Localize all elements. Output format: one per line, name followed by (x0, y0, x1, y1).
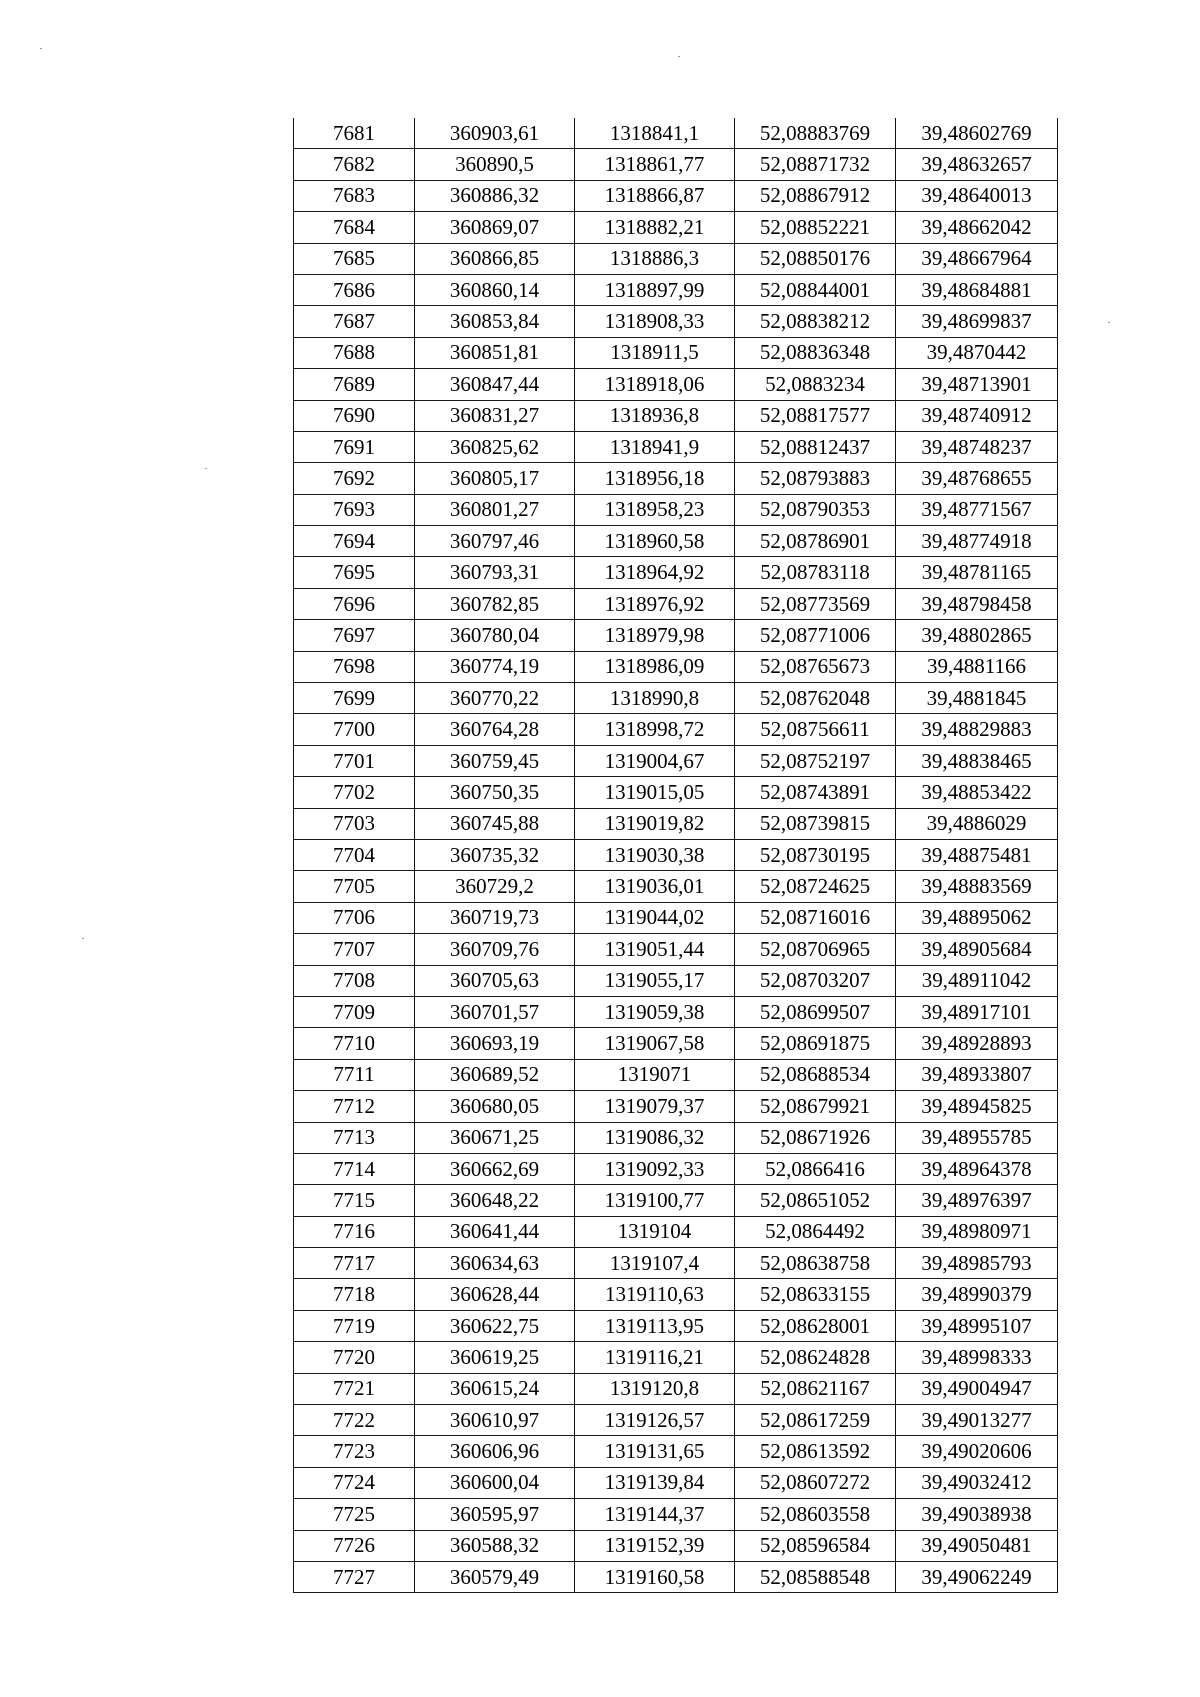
point-number-cell: 7705 (294, 871, 415, 902)
table-row (294, 620, 1058, 651)
table-row (294, 1185, 1058, 1216)
x-coordinate-cell: 360628,44 (415, 1279, 575, 1310)
y-coordinate-cell: 1319107,4 (575, 1248, 735, 1279)
x-coordinate-cell: 360869,07 (415, 212, 575, 243)
longitude-cell: 39,48748237 (896, 431, 1058, 462)
table-row (294, 1467, 1058, 1498)
scan-speck (82, 938, 84, 939)
x-coordinate-cell: 360831,27 (415, 400, 575, 431)
longitude-cell: 39,48945825 (896, 1091, 1058, 1122)
table-row (294, 1373, 1058, 1404)
y-coordinate-cell: 1318979,98 (575, 620, 735, 651)
y-coordinate-cell: 1319152,39 (575, 1530, 735, 1561)
latitude-cell: 52,08812437 (735, 431, 896, 462)
latitude-cell: 52,08588548 (735, 1561, 896, 1592)
latitude-cell: 52,08688534 (735, 1059, 896, 1090)
point-number-cell: 7694 (294, 526, 415, 557)
table-row (294, 714, 1058, 745)
y-coordinate-cell: 1319092,33 (575, 1153, 735, 1184)
longitude-cell: 39,48713901 (896, 369, 1058, 400)
point-number-cell: 7700 (294, 714, 415, 745)
x-coordinate-cell: 360886,32 (415, 180, 575, 211)
latitude-cell: 52,08730195 (735, 839, 896, 870)
point-number-cell: 7681 (294, 118, 415, 149)
point-number-cell: 7706 (294, 902, 415, 933)
x-coordinate-cell: 360851,81 (415, 337, 575, 368)
x-coordinate-cell: 360693,19 (415, 1028, 575, 1059)
point-number-cell: 7717 (294, 1248, 415, 1279)
coordinates-table (293, 118, 1058, 1593)
scan-speck (40, 48, 42, 49)
x-coordinate-cell: 360774,19 (415, 651, 575, 682)
table-row (294, 118, 1058, 149)
latitude-cell: 52,08739815 (735, 808, 896, 839)
y-coordinate-cell: 1319051,44 (575, 934, 735, 965)
y-coordinate-cell: 1318986,09 (575, 651, 735, 682)
point-number-cell: 7686 (294, 274, 415, 305)
table-row (294, 306, 1058, 337)
point-number-cell: 7710 (294, 1028, 415, 1059)
x-coordinate-cell: 360890,5 (415, 149, 575, 180)
latitude-cell: 52,08603558 (735, 1499, 896, 1530)
latitude-cell: 52,08679921 (735, 1091, 896, 1122)
point-number-cell: 7702 (294, 777, 415, 808)
point-number-cell: 7697 (294, 620, 415, 651)
longitude-cell: 39,48985793 (896, 1248, 1058, 1279)
table-row (294, 808, 1058, 839)
table-row (294, 683, 1058, 714)
longitude-cell: 39,48838465 (896, 745, 1058, 776)
longitude-cell: 39,48662042 (896, 212, 1058, 243)
y-coordinate-cell: 1319104 (575, 1216, 735, 1247)
latitude-cell: 52,08703207 (735, 965, 896, 996)
y-coordinate-cell: 1318861,77 (575, 149, 735, 180)
x-coordinate-cell: 360648,22 (415, 1185, 575, 1216)
y-coordinate-cell: 1318964,92 (575, 557, 735, 588)
latitude-cell: 52,08790353 (735, 494, 896, 525)
x-coordinate-cell: 360641,44 (415, 1216, 575, 1247)
y-coordinate-cell: 1319110,63 (575, 1279, 735, 1310)
point-number-cell: 7690 (294, 400, 415, 431)
x-coordinate-cell: 360729,2 (415, 871, 575, 902)
scan-speck (205, 468, 207, 469)
y-coordinate-cell: 1318911,5 (575, 337, 735, 368)
latitude-cell: 52,08633155 (735, 1279, 896, 1310)
table-row (294, 1310, 1058, 1341)
point-number-cell: 7687 (294, 306, 415, 337)
longitude-cell: 39,48875481 (896, 839, 1058, 870)
x-coordinate-cell: 360680,05 (415, 1091, 575, 1122)
x-coordinate-cell: 360689,52 (415, 1059, 575, 1090)
x-coordinate-cell: 360634,63 (415, 1248, 575, 1279)
latitude-cell: 52,08817577 (735, 400, 896, 431)
point-number-cell: 7713 (294, 1122, 415, 1153)
latitude-cell: 52,08793883 (735, 463, 896, 494)
latitude-cell: 52,08786901 (735, 526, 896, 557)
x-coordinate-cell: 360705,63 (415, 965, 575, 996)
y-coordinate-cell: 1319067,58 (575, 1028, 735, 1059)
latitude-cell: 52,08756611 (735, 714, 896, 745)
latitude-cell: 52,08624828 (735, 1342, 896, 1373)
latitude-cell: 52,08716016 (735, 902, 896, 933)
latitude-cell: 52,08706965 (735, 934, 896, 965)
x-coordinate-cell: 360701,57 (415, 996, 575, 1027)
table-row (294, 1059, 1058, 1090)
point-number-cell: 7719 (294, 1310, 415, 1341)
table-row (294, 902, 1058, 933)
x-coordinate-cell: 360745,88 (415, 808, 575, 839)
point-number-cell: 7712 (294, 1091, 415, 1122)
x-coordinate-cell: 360847,44 (415, 369, 575, 400)
latitude-cell: 52,08852221 (735, 212, 896, 243)
y-coordinate-cell: 1319055,17 (575, 965, 735, 996)
table-row (294, 871, 1058, 902)
coordinates-table-body (294, 118, 1058, 1593)
longitude-cell: 39,48798458 (896, 588, 1058, 619)
longitude-cell: 39,48829883 (896, 714, 1058, 745)
x-coordinate-cell: 360866,85 (415, 243, 575, 274)
y-coordinate-cell: 1318841,1 (575, 118, 735, 149)
longitude-cell: 39,48990379 (896, 1279, 1058, 1310)
y-coordinate-cell: 1318960,58 (575, 526, 735, 557)
point-number-cell: 7691 (294, 431, 415, 462)
x-coordinate-cell: 360619,25 (415, 1342, 575, 1373)
x-coordinate-cell: 360709,76 (415, 934, 575, 965)
longitude-cell: 39,48602769 (896, 118, 1058, 149)
y-coordinate-cell: 1318936,8 (575, 400, 735, 431)
point-number-cell: 7721 (294, 1373, 415, 1404)
point-number-cell: 7709 (294, 996, 415, 1027)
point-number-cell: 7701 (294, 745, 415, 776)
x-coordinate-cell: 360615,24 (415, 1373, 575, 1404)
latitude-cell: 52,08607272 (735, 1467, 896, 1498)
y-coordinate-cell: 1319079,37 (575, 1091, 735, 1122)
x-coordinate-cell: 360853,84 (415, 306, 575, 337)
table-row (294, 588, 1058, 619)
latitude-cell: 52,08699507 (735, 996, 896, 1027)
latitude-cell: 52,0883234 (735, 369, 896, 400)
point-number-cell: 7682 (294, 149, 415, 180)
point-number-cell: 7714 (294, 1153, 415, 1184)
point-number-cell: 7720 (294, 1342, 415, 1373)
x-coordinate-cell: 360780,04 (415, 620, 575, 651)
latitude-cell: 52,08613592 (735, 1436, 896, 1467)
latitude-cell: 52,08773569 (735, 588, 896, 619)
table-row (294, 1279, 1058, 1310)
latitude-cell: 52,08671926 (735, 1122, 896, 1153)
x-coordinate-cell: 360825,62 (415, 431, 575, 462)
longitude-cell: 39,4870442 (896, 337, 1058, 368)
point-number-cell: 7708 (294, 965, 415, 996)
table-row (294, 1499, 1058, 1530)
x-coordinate-cell: 360759,45 (415, 745, 575, 776)
point-number-cell: 7688 (294, 337, 415, 368)
table-row (294, 777, 1058, 808)
latitude-cell: 52,08783118 (735, 557, 896, 588)
table-row (294, 965, 1058, 996)
latitude-cell: 52,0864492 (735, 1216, 896, 1247)
x-coordinate-cell: 360662,69 (415, 1153, 575, 1184)
point-number-cell: 7698 (294, 651, 415, 682)
table-row (294, 1436, 1058, 1467)
x-coordinate-cell: 360735,32 (415, 839, 575, 870)
y-coordinate-cell: 1318956,18 (575, 463, 735, 494)
longitude-cell: 39,48853422 (896, 777, 1058, 808)
x-coordinate-cell: 360764,28 (415, 714, 575, 745)
point-number-cell: 7707 (294, 934, 415, 965)
x-coordinate-cell: 360782,85 (415, 588, 575, 619)
y-coordinate-cell: 1319015,05 (575, 777, 735, 808)
longitude-cell: 39,48883569 (896, 871, 1058, 902)
x-coordinate-cell: 360797,46 (415, 526, 575, 557)
longitude-cell: 39,48980971 (896, 1216, 1058, 1247)
y-coordinate-cell: 1319044,02 (575, 902, 735, 933)
table-row (294, 1122, 1058, 1153)
longitude-cell: 39,48976397 (896, 1185, 1058, 1216)
longitude-cell: 39,48895062 (896, 902, 1058, 933)
latitude-cell: 52,08638758 (735, 1248, 896, 1279)
table-row (294, 431, 1058, 462)
longitude-cell: 39,48781165 (896, 557, 1058, 588)
longitude-cell: 39,4886029 (896, 808, 1058, 839)
y-coordinate-cell: 1318976,92 (575, 588, 735, 619)
longitude-cell: 39,49004947 (896, 1373, 1058, 1404)
x-coordinate-cell: 360595,97 (415, 1499, 575, 1530)
point-number-cell: 7704 (294, 839, 415, 870)
longitude-cell: 39,49062249 (896, 1561, 1058, 1592)
table-row (294, 243, 1058, 274)
latitude-cell: 52,08621167 (735, 1373, 896, 1404)
latitude-cell: 52,0866416 (735, 1153, 896, 1184)
table-row (294, 1342, 1058, 1373)
y-coordinate-cell: 1319036,01 (575, 871, 735, 902)
table-row (294, 839, 1058, 870)
x-coordinate-cell: 360770,22 (415, 683, 575, 714)
longitude-cell: 39,49038938 (896, 1499, 1058, 1530)
point-number-cell: 7716 (294, 1216, 415, 1247)
x-coordinate-cell: 360719,73 (415, 902, 575, 933)
y-coordinate-cell: 1318918,06 (575, 369, 735, 400)
y-coordinate-cell: 1319100,77 (575, 1185, 735, 1216)
x-coordinate-cell: 360750,35 (415, 777, 575, 808)
table-row (294, 1153, 1058, 1184)
latitude-cell: 52,08765673 (735, 651, 896, 682)
latitude-cell: 52,08691875 (735, 1028, 896, 1059)
y-coordinate-cell: 1319144,37 (575, 1499, 735, 1530)
y-coordinate-cell: 1319086,32 (575, 1122, 735, 1153)
point-number-cell: 7722 (294, 1405, 415, 1436)
x-coordinate-cell: 360793,31 (415, 557, 575, 588)
longitude-cell: 39,48774918 (896, 526, 1058, 557)
table-row (294, 745, 1058, 776)
point-number-cell: 7724 (294, 1467, 415, 1498)
longitude-cell: 39,48768655 (896, 463, 1058, 494)
table-row (294, 337, 1058, 368)
longitude-cell: 39,49050481 (896, 1530, 1058, 1561)
point-number-cell: 7689 (294, 369, 415, 400)
latitude-cell: 52,08844001 (735, 274, 896, 305)
longitude-cell: 39,48955785 (896, 1122, 1058, 1153)
point-number-cell: 7723 (294, 1436, 415, 1467)
table-row (294, 1216, 1058, 1247)
point-number-cell: 7725 (294, 1499, 415, 1530)
y-coordinate-cell: 1319030,38 (575, 839, 735, 870)
y-coordinate-cell: 1318886,3 (575, 243, 735, 274)
longitude-cell: 39,48933807 (896, 1059, 1058, 1090)
table-row (294, 400, 1058, 431)
x-coordinate-cell: 360622,75 (415, 1310, 575, 1341)
longitude-cell: 39,49013277 (896, 1405, 1058, 1436)
longitude-cell: 39,48905684 (896, 934, 1058, 965)
y-coordinate-cell: 1318998,72 (575, 714, 735, 745)
table-row (294, 1405, 1058, 1436)
longitude-cell: 39,48802865 (896, 620, 1058, 651)
point-number-cell: 7683 (294, 180, 415, 211)
longitude-cell: 39,48640013 (896, 180, 1058, 211)
longitude-cell: 39,48699837 (896, 306, 1058, 337)
point-number-cell: 7711 (294, 1059, 415, 1090)
y-coordinate-cell: 1319004,67 (575, 745, 735, 776)
x-coordinate-cell: 360671,25 (415, 1122, 575, 1153)
table-row (294, 212, 1058, 243)
table-row (294, 1530, 1058, 1561)
longitude-cell: 39,48995107 (896, 1310, 1058, 1341)
longitude-cell: 39,48964378 (896, 1153, 1058, 1184)
table-row (294, 463, 1058, 494)
table-row (294, 1561, 1058, 1592)
point-number-cell: 7685 (294, 243, 415, 274)
table-row (294, 1028, 1058, 1059)
longitude-cell: 39,48667964 (896, 243, 1058, 274)
x-coordinate-cell: 360606,96 (415, 1436, 575, 1467)
y-coordinate-cell: 1319131,65 (575, 1436, 735, 1467)
x-coordinate-cell: 360610,97 (415, 1405, 575, 1436)
y-coordinate-cell: 1318958,23 (575, 494, 735, 525)
table-row (294, 180, 1058, 211)
point-number-cell: 7692 (294, 463, 415, 494)
x-coordinate-cell: 360588,32 (415, 1530, 575, 1561)
y-coordinate-cell: 1318941,9 (575, 431, 735, 462)
latitude-cell: 52,08752197 (735, 745, 896, 776)
table-row (294, 526, 1058, 557)
y-coordinate-cell: 1319059,38 (575, 996, 735, 1027)
latitude-cell: 52,08724625 (735, 871, 896, 902)
latitude-cell: 52,08617259 (735, 1405, 896, 1436)
longitude-cell: 39,48632657 (896, 149, 1058, 180)
y-coordinate-cell: 1319126,57 (575, 1405, 735, 1436)
latitude-cell: 52,08836348 (735, 337, 896, 368)
table-row (294, 1248, 1058, 1279)
y-coordinate-cell: 1319120,8 (575, 1373, 735, 1404)
x-coordinate-cell: 360860,14 (415, 274, 575, 305)
scan-speck (1108, 322, 1110, 323)
longitude-cell: 39,49032412 (896, 1467, 1058, 1498)
latitude-cell: 52,08596584 (735, 1530, 896, 1561)
table-row (294, 934, 1058, 965)
y-coordinate-cell: 1318990,8 (575, 683, 735, 714)
x-coordinate-cell: 360600,04 (415, 1467, 575, 1498)
y-coordinate-cell: 1319139,84 (575, 1467, 735, 1498)
table-row (294, 1091, 1058, 1122)
point-number-cell: 7684 (294, 212, 415, 243)
table-row (294, 274, 1058, 305)
latitude-cell: 52,08850176 (735, 243, 896, 274)
longitude-cell: 39,48928893 (896, 1028, 1058, 1059)
y-coordinate-cell: 1319019,82 (575, 808, 735, 839)
latitude-cell: 52,08883769 (735, 118, 896, 149)
longitude-cell: 39,48998333 (896, 1342, 1058, 1373)
y-coordinate-cell: 1318866,87 (575, 180, 735, 211)
longitude-cell: 39,4881166 (896, 651, 1058, 682)
x-coordinate-cell: 360805,17 (415, 463, 575, 494)
latitude-cell: 52,08867912 (735, 180, 896, 211)
longitude-cell: 39,49020606 (896, 1436, 1058, 1467)
longitude-cell: 39,48740912 (896, 400, 1058, 431)
y-coordinate-cell: 1318897,99 (575, 274, 735, 305)
latitude-cell: 52,08651052 (735, 1185, 896, 1216)
latitude-cell: 52,08838212 (735, 306, 896, 337)
y-coordinate-cell: 1318908,33 (575, 306, 735, 337)
point-number-cell: 7703 (294, 808, 415, 839)
point-number-cell: 7696 (294, 588, 415, 619)
table-row (294, 369, 1058, 400)
x-coordinate-cell: 360801,27 (415, 494, 575, 525)
point-number-cell: 7693 (294, 494, 415, 525)
longitude-cell: 39,48684881 (896, 274, 1058, 305)
point-number-cell: 7727 (294, 1561, 415, 1592)
longitude-cell: 39,48771567 (896, 494, 1058, 525)
table-row (294, 651, 1058, 682)
point-number-cell: 7718 (294, 1279, 415, 1310)
point-number-cell: 7726 (294, 1530, 415, 1561)
latitude-cell: 52,08771006 (735, 620, 896, 651)
longitude-cell: 39,48917101 (896, 996, 1058, 1027)
y-coordinate-cell: 1319160,58 (575, 1561, 735, 1592)
x-coordinate-cell: 360579,49 (415, 1561, 575, 1592)
point-number-cell: 7699 (294, 683, 415, 714)
point-number-cell: 7715 (294, 1185, 415, 1216)
y-coordinate-cell: 1319116,21 (575, 1342, 735, 1373)
latitude-cell: 52,08628001 (735, 1310, 896, 1341)
latitude-cell: 52,08762048 (735, 683, 896, 714)
point-number-cell: 7695 (294, 557, 415, 588)
y-coordinate-cell: 1318882,21 (575, 212, 735, 243)
longitude-cell: 39,4881845 (896, 683, 1058, 714)
latitude-cell: 52,08743891 (735, 777, 896, 808)
y-coordinate-cell: 1319071 (575, 1059, 735, 1090)
table-row (294, 494, 1058, 525)
table-row (294, 557, 1058, 588)
table-row (294, 996, 1058, 1027)
x-coordinate-cell: 360903,61 (415, 118, 575, 149)
y-coordinate-cell: 1319113,95 (575, 1310, 735, 1341)
table-row (294, 149, 1058, 180)
longitude-cell: 39,48911042 (896, 965, 1058, 996)
latitude-cell: 52,08871732 (735, 149, 896, 180)
scan-speck (678, 56, 680, 57)
